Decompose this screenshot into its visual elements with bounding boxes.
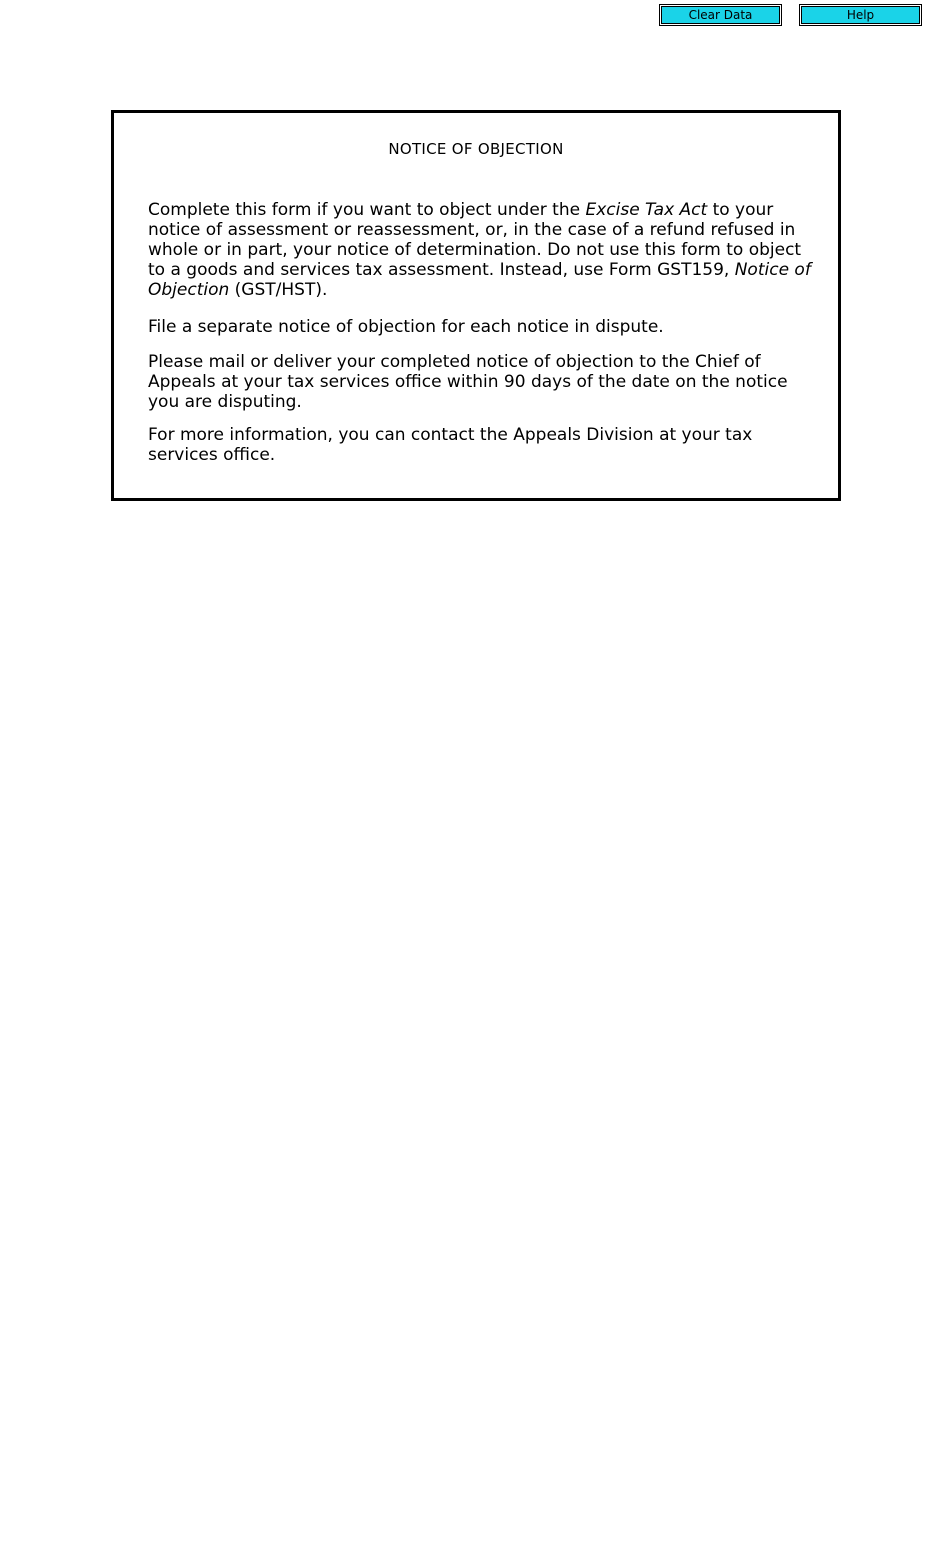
notice-title: NOTICE OF OBJECTION <box>388 140 564 158</box>
more-information-paragraph: For more information, you can contact the Appeals Division at your tax services office. <box>148 425 753 465</box>
help-button[interactable]: Help <box>799 4 922 26</box>
instructions-text-3: (GST/HST). <box>229 280 328 300</box>
notice-body <box>148 200 812 465</box>
instructions-text-2: to your notice of assessment or reassessment, or, in the case of a refund refused in whole or in part, your notice of determination. Do not use this form to object to a goods and services tax assessment. Instead, use Form GST159, <box>148 200 802 280</box>
clear-data-button[interactable]: Clear Data <box>659 4 782 26</box>
excise-tax-act-text: Excise Tax Act <box>585 200 708 220</box>
gst159-form-title: Notice of Objection <box>148 260 811 300</box>
separate-notice-paragraph: File a separate notice of objection for each notice in dispute. <box>148 317 664 337</box>
instructions-text-1: Complete this form if you want to object under the <box>148 200 586 220</box>
mail-deliver-paragraph: Please mail or deliver your completed notice of objection to the Chief of Appeals at your tax services office within 90 days of the date on the notice you are disputing. <box>148 352 788 412</box>
instructions-paragraph <box>148 200 812 300</box>
notice-box <box>111 110 841 501</box>
